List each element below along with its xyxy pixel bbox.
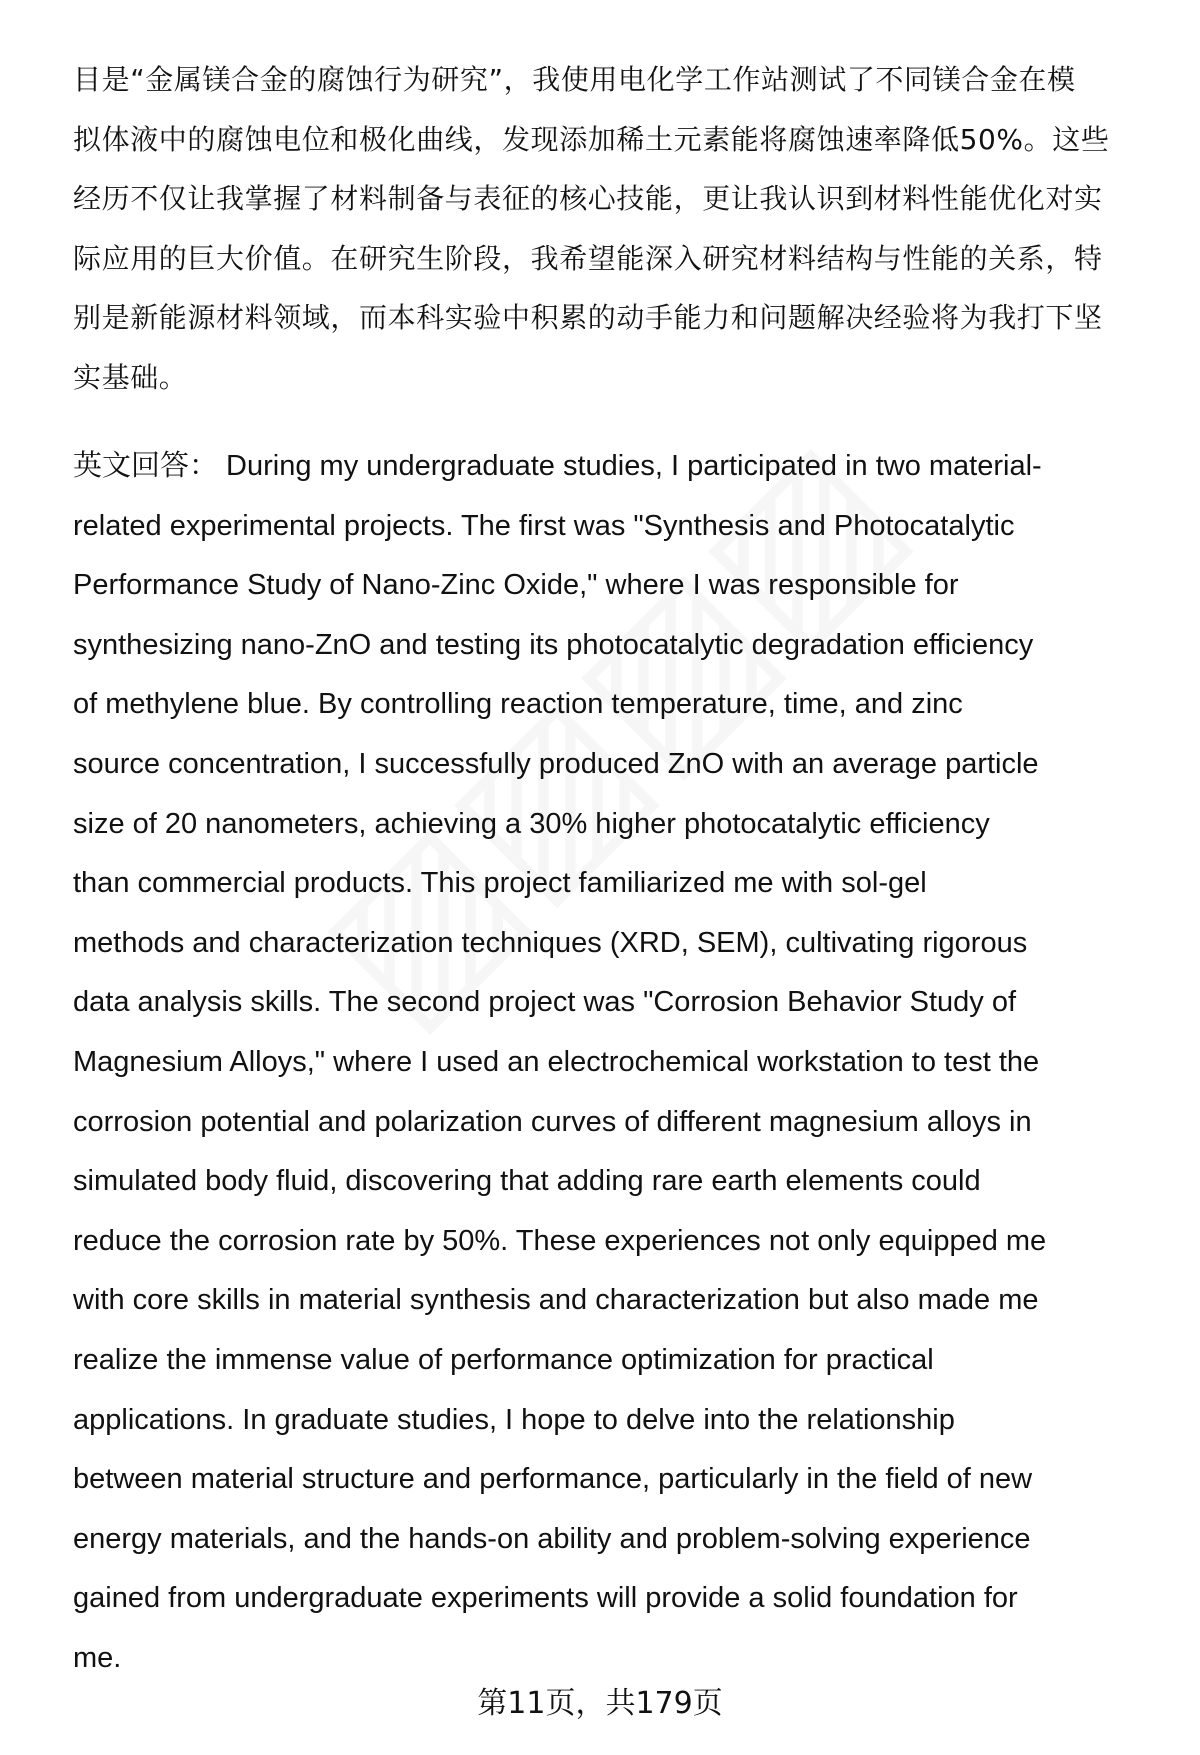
text-line: 实基础。 (73, 361, 188, 394)
text-line: related experimental projects. The first was "Synthesis and Photocatalytic (73, 509, 1015, 542)
text-line: data analysis skills. The second project was "Corrosion Behavior Study of (73, 986, 1017, 1019)
text-line: of methylene blue. By controlling reaction temperature, time, and zinc (73, 688, 963, 721)
text-line: between material structure and performance, particularly in the field of new (73, 1463, 1033, 1496)
text-line: energy materials, and the hands-on ability and problem-solving experience (73, 1522, 1031, 1555)
text-line: corrosion potential and polarization curves of different magnesium alloys in (73, 1105, 1032, 1138)
text-line: 目是“金属镁合金的腐蚀行为研究”，我使用电化学工作站测试了不同镁合金在模 (73, 63, 1076, 96)
text-line: synthesizing nano-ZnO and testing its photocatalytic degradation efficiency (73, 628, 1034, 661)
watermark (277, 398, 941, 1062)
text-line: Magnesium Alloys," where I used an electrochemical workstation to test the (73, 1046, 1040, 1078)
text-line: methods and characterization techniques (XRD, SEM), cultivating rigorous (73, 926, 1028, 959)
text-line: 别是新能源材料领域，而本科实验中积累的动手能力和问题解决经验将为我打下坚 (73, 301, 1103, 335)
text-line: with core skills in material synthesis and characterization but also made me (73, 1284, 1039, 1317)
text-line: applications. In graduate studies, I hope to delve into the relationship (73, 1403, 955, 1436)
text-line: than commercial products. This project familiarized me with sol-gel (73, 867, 927, 900)
text-line: Performance Study of Nano-Zinc Oxide," where I was responsible for (73, 569, 959, 602)
text-line: simulated body fluid, discovering that adding rare earth elements could (73, 1165, 981, 1198)
text-line: source concentration, I successfully produced ZnO with an average particle (73, 748, 1039, 780)
text-line: 经历不仅让我掌握了材料制备与表征的核心技能，更让我认识到材料性能优化对实 (73, 182, 1103, 216)
text-line: size of 20 nanometers, achieving a 30% higher photocatalytic efficiency (73, 807, 990, 840)
text-line: reduce the corrosion rate by 50%. These experiences not only equipped me (73, 1224, 1047, 1257)
text-line: gained from undergraduate experiments will provide a solid foundation for (73, 1582, 1018, 1615)
text-line: me. (73, 1642, 122, 1674)
text-line: 拟体液中的腐蚀电位和极化曲线，发现添加稀土元素能将腐蚀速率降低50%。这些 (73, 122, 1110, 156)
text-line: realize the immense value of performance optimization for practical (73, 1344, 934, 1376)
page-number-footer: 第11页，共179页 (477, 1686, 723, 1721)
text-line: 英文回答： During my undergraduate studies, I participated in two material- (73, 450, 1042, 482)
text-line: 际应用的巨大价值。在研究生阶段，我希望能深入研究材料结构与性能的关系，特 (73, 241, 1103, 275)
